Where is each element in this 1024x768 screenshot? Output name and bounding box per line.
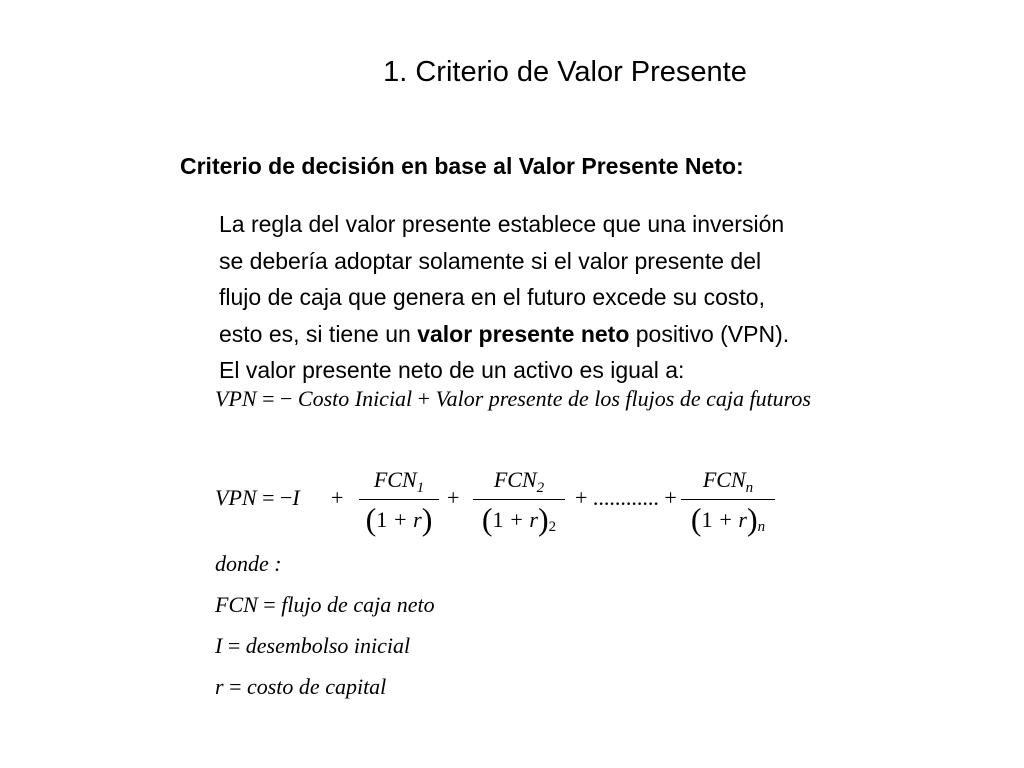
def-i-meaning: desembolso inicial [245,633,411,658]
fcn-label: FCN [373,467,417,492]
def-r-meaning: costo de capital [246,674,387,699]
fraction-1-numerator [359,465,439,495]
fraction-bar-2 [473,499,565,500]
eq2-plus-2: + [447,485,460,510]
fraction-term-1 [359,465,439,536]
fcn-label: FCN [702,467,746,492]
fraction-2-denominator: (1 + r)2 [481,501,557,537]
eq1-lhs: VPN [215,386,257,411]
fcn-label: FCN [493,467,537,492]
paragraph-line-4 [219,316,945,353]
def-equals: = [257,592,282,617]
slide-title: 1. Criterio de Valor Presente [383,56,747,88]
fraction-2-numerator [473,465,565,495]
den-r: r [529,507,538,532]
fraction-1-denominator: (1 + r) [365,501,433,537]
exponent-2: 2 [548,519,557,535]
definition-donde: donde : [215,551,282,576]
eq2-initial-investment: I [292,485,300,510]
den-one: 1 [701,507,713,532]
explanation-paragraph [219,206,945,389]
eq1-equals: = − [256,386,298,411]
npv-bold-term: valor presente neto [417,320,630,347]
fraction-bar-1 [359,499,439,500]
slide-subtitle: Criterio de decisión en base al Valor Presente Neto: [180,153,744,179]
fraction-term-n [681,465,775,536]
paragraph-line-2: se debería adoptar solamente si el valor presente del [219,247,762,274]
definition-fcn [215,589,435,630]
fraction-term-2 [473,465,565,536]
subscript-1: 1 [416,480,425,496]
def-fcn-symbol: FCN [215,592,258,617]
eq1-term-present-value: Valor presente de los flujos de caja futuros [435,386,811,411]
den-r: r [413,507,422,532]
fraction-n-denominator: (1 + r)n [690,501,766,537]
subscript-2: 2 [536,480,545,496]
definition-r [215,671,435,712]
eq2-ellipsis: + ............ + [575,485,677,510]
paragraph-line-5: El valor presente neto de un activo es igual a: [219,357,685,383]
den-r: r [738,507,747,532]
eq2-vpn: VPN [215,485,257,510]
paragraph-line-3: flujo de caja que genera en el futuro excede su costo, [219,284,765,310]
definition-i [215,630,435,671]
den-one: 1 [376,507,388,532]
paragraph-line-4-post: positivo (VPN). [629,320,790,347]
exponent-n: n [757,519,766,535]
eq2-plus-1: + [331,485,344,510]
paragraph-line-1: La regla del valor presente establece que una inversión [219,211,785,237]
npv-verbal-equation [215,386,811,412]
paragraph-line-4-pre: esto es, si tiene un [219,320,418,347]
eq1-plus: + [412,386,436,411]
npv-formula [215,465,775,545]
subscript-n: n [745,480,754,496]
eq2-equals: = − [256,485,293,510]
def-r-symbol: r [215,674,224,699]
def-i-symbol: I [215,633,223,658]
def-equals: = [223,674,247,699]
fraction-bar-n [681,499,775,500]
definitions-block [215,548,435,712]
fraction-n-numerator [681,465,775,495]
den-one: 1 [492,507,504,532]
eq2-lhs [215,485,300,511]
def-equals: = [222,633,246,658]
eq1-term-initial-cost: Costo Inicial [297,386,413,411]
def-fcn-meaning: flujo de caja neto [281,592,435,617]
